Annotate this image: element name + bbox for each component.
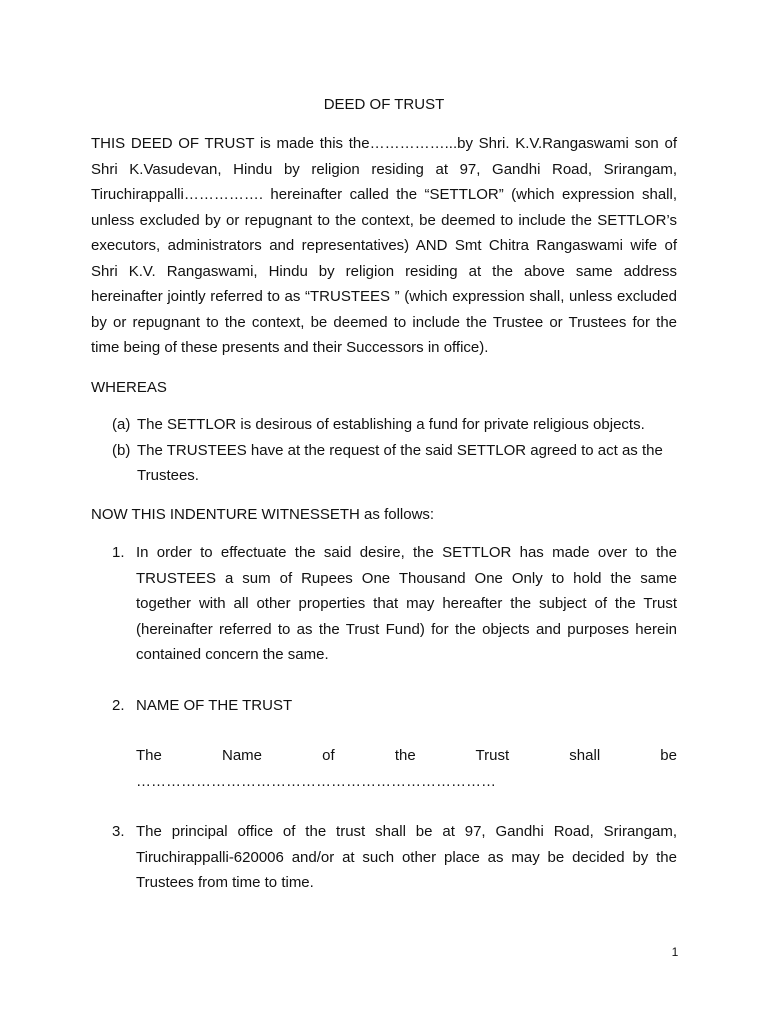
clause-marker: 2. <box>112 696 125 714</box>
whereas-item-text: The SETTLOR is desirous of establishing a fund for private religious objects. <box>137 416 645 433</box>
whereas-list <box>91 412 677 489</box>
clause-heading: NAME OF THE TRUST <box>136 696 293 714</box>
whereas-item-text: The TRUSTEES have at the request of the said SETTLOR agreed to act as the Trustees. <box>137 441 663 484</box>
clause-marker: 3. <box>112 823 125 840</box>
clause-item <box>112 819 677 896</box>
document-body <box>91 131 677 896</box>
whereas-item <box>112 438 677 489</box>
clause-text: The principal office of the trust shall be at 97, Gandhi Road, Srirangam, Tiruchirappalli-620006 and/or at such other place as may be decided by the Trustees from time to time. <box>136 823 677 891</box>
page-number: 1 <box>671 945 679 959</box>
clause-list <box>91 540 677 896</box>
whereas-label: WHEREAS <box>91 378 167 396</box>
whereas-item <box>112 412 677 438</box>
clause-item <box>112 540 677 668</box>
clause-text: The Name of the Trust shall be ……………………………………………………………… <box>136 747 677 790</box>
clause-marker: 1. <box>112 544 125 561</box>
clause-text: In order to effectuate the said desire, the SETTLOR has made over to the TRUSTEES a sum of Rupees One Thousand One Only to hold the same together with all other properties that may hereafter the subject of the Trust (hereinafter referred to as the Trust Fund) for the objects and purposes herein contained concern the same. <box>136 544 677 663</box>
document-title: DEED OF TRUST <box>323 96 445 113</box>
whereas-item-marker: (b) <box>112 441 131 459</box>
clause-body <box>136 693 677 795</box>
clause-item <box>112 693 677 795</box>
intro-paragraph: THIS DEED OF TRUST is made this the……………...by Shri. K.V.Rangaswami son of Shri K.Vasudevan, Hindu by religion residing at 97, Gandhi Road, Srirangam, Tiruchirappalli……………. hereinafter called the “SETTLOR” (which expression shall, unless excluded by or repugnant to the context, be deemed to include the SETTLOR’s executors, administrators and representatives) AND Smt Chitra Rangaswami wife of Shri K.V. Rangaswami, Hindu by religion residing at the above same address hereinafter jointly referred to as “TRUSTEES ” (which expression shall, unless excluded by or repugnant to the context, be deemed to include the Trustee or Trustees for the time being of these presents and their Successors in office). <box>91 135 677 356</box>
witnesseth-label: NOW THIS INDENTURE WITNESSETH as follows: <box>91 505 435 523</box>
whereas-item-marker: (a) <box>112 416 131 433</box>
